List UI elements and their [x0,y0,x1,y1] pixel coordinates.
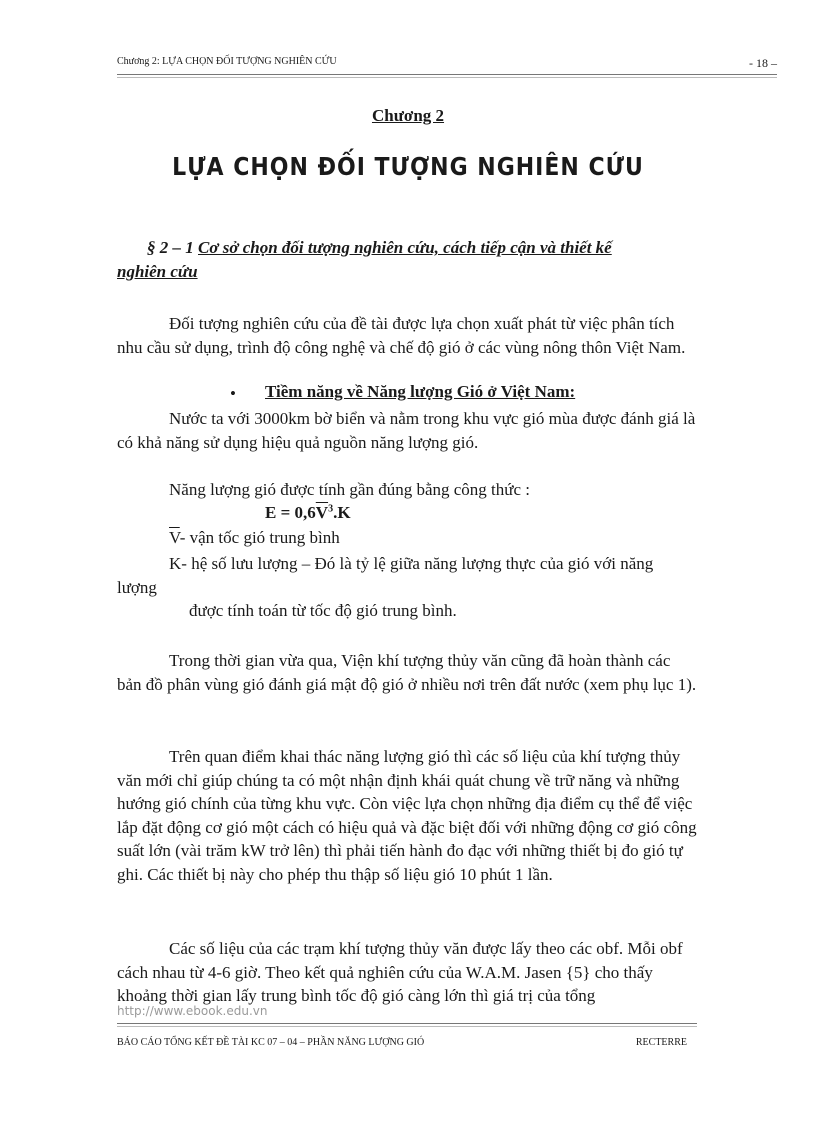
watermark-url: http://www.ebook.edu.vn [117,1004,268,1018]
footer-report-title: BÁO CÁO TỔNG KẾT ĐỀ TÀI KC 07 – 04 – PHẦN NĂNG LƯỢNG GIÓ [117,1037,425,1048]
paragraph-formula-intro: Năng lượng gió được tính gần đúng bằng công thức : [169,480,531,499]
paragraph-intro: Đối tượng nghiên cứu của đề tài được lựa chọn xuất phát từ việc phân tích nhu cầu sử dụng, trình độ công nghệ và chế độ gió ở các vùng nông thôn Việt Nam. [117,314,686,357]
definition-k: K- hệ số lưu lượng – Đó là tỷ lệ giữa năng lượng thực của gió với năng lượng [117,554,654,597]
header-divider-secondary [117,77,777,78]
formula-suffix: .K [333,503,351,522]
paragraph-wind-exploitation: Trên quan điểm khai thác năng lượng gió thì các số liệu của khí tượng thủy văn mới chỉ giúp chúng ta có một nhận định khái quát chung về trữ năng và những hướng gió chính của từng khu vực. Còn việc lựa chọn những địa điểm cụ thể để việc lắp đặt động cơ gió một cách có hiệu quả và đặc biệt đối với những động cơ gió công suất lớn (vài trăm kW trở lên) thì phải tiến hành đo đạc với những thiết bị đo gió tự ghi. Các thiết bị này cho phép thu thập số liệu gió 10 phút 1 lần. [117,747,697,884]
formula-exponent: 3 [328,503,334,515]
chapter-number: Chương 2 [371,106,445,125]
chapter-title: LỰA CHỌN ĐỐI TƯỢNG NGHIÊN CỨU [172,153,644,182]
footer-divider-secondary [117,1026,697,1027]
paragraph-wind-maps: Trong thời gian vừa qua, Viện khí tượng thủy văn cũng đã hoàn thành các bản đồ phân vùng gió đánh giá mật độ gió ở nhiều nơi trên đất nước (xem phụ lục 1). [117,651,697,694]
footer-organization: RECTERRE [635,1037,687,1048]
paragraph-coastline: Nước ta với 3000km bờ biển và nằm trong khu vực gió mùa được đánh giá là có khả năng sử dụng hiệu quả nguồn năng lượng gió. [117,409,696,452]
header-chapter-label: Chương 2: LỰA CHỌN ĐỐI TƯỢNG NGHIÊN CỨU [117,56,337,67]
paragraph-station-data: Các số liệu của các trạm khí tượng thủy văn được lấy theo các obf. Mỗi obf cách nhau từ 4-6 giờ. Theo kết quả nghiên cứu của W.A.M. Jasen {5} cho thấy khoảng thời gian lấy trung bình tốc độ gió càng lớn thì giá trị của tổng [117,939,683,1005]
bullet-heading: Tiềm năng về Năng lượng Gió ở Việt Nam: [265,382,576,401]
formula-variable: $\overline{V}$ [315,503,329,522]
footer-divider [117,1023,697,1024]
definition-v [169,528,340,548]
definition-k-continuation: được tính toán từ tốc độ gió trung bình. [189,601,457,620]
page-header [117,56,777,70]
section-heading-line1: Cơ sở chọn đối tượng nghiên cứu, cách tiếp cận và thiết kế [198,238,612,257]
section-number: § 2 – 1 [147,238,194,257]
formula-prefix: E = 0,6 [265,503,316,522]
energy-formula [265,503,351,523]
definition-v-text: - vận tốc gió trung bình [179,528,340,547]
header-divider [117,74,777,75]
definition-v-symbol: $\overline{V}$ [169,528,180,547]
section-heading-line2: nghiên cứu [117,261,198,281]
section-heading [117,236,697,283]
bullet-icon: • [230,384,236,403]
page-number: - 18 – [749,56,777,70]
